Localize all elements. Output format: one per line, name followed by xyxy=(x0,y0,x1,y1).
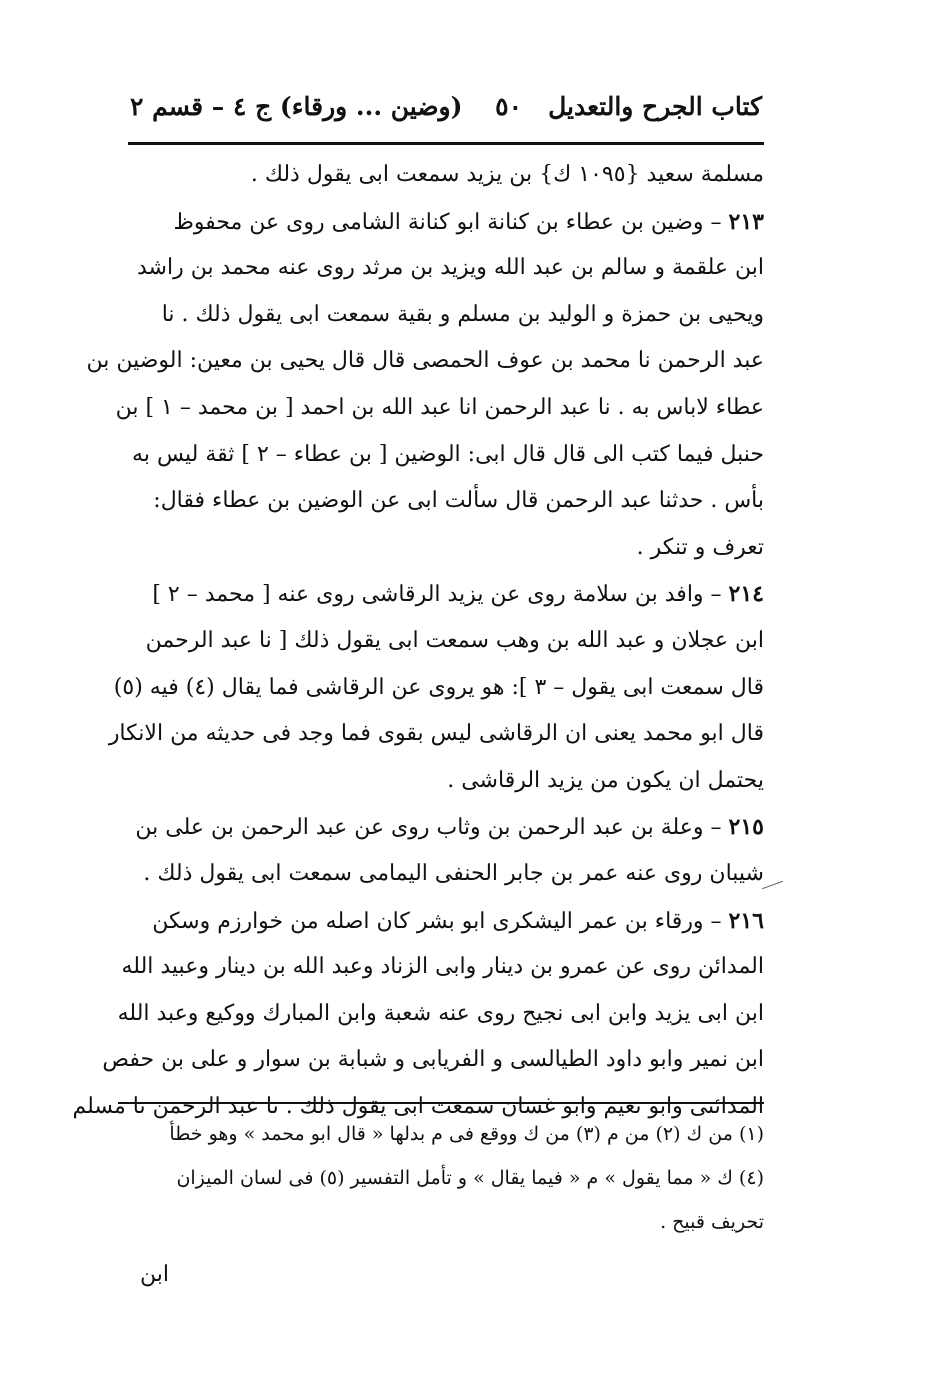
text-line xyxy=(128,245,764,292)
entry-line xyxy=(128,199,764,246)
text-line xyxy=(102,1037,764,1084)
entry-line xyxy=(128,804,764,851)
line-text: ابن عجلان و عبد الله بن وهب سمعت ابى يقول ذلك [ نا عبد الرحمن xyxy=(145,627,764,653)
text-line xyxy=(117,991,764,1038)
line-text: ابن علقمة و سالم بن عبد الله ويزيد بن مرثد روى عنه محمد بن راشد xyxy=(136,255,764,281)
entry-number: ٢١٦ xyxy=(728,907,764,934)
line-text: ابن ابى يزيد وابن ابى نجيح روى عنه شعبة وابن المبارك ووكيع وعبد الله xyxy=(117,1000,764,1026)
text-line xyxy=(128,618,764,665)
header-rule xyxy=(128,142,764,145)
entry-line xyxy=(128,571,764,618)
entry-number: ٢١٤ xyxy=(728,581,764,608)
footnote-rule xyxy=(118,1102,764,1104)
line-text: تعرف و تنكر . xyxy=(636,534,764,560)
text-line xyxy=(115,385,764,432)
line-text: قال سمعت ابى يقول – ٣ ]: هو يروى عن الرقاشى فما يقال (٤) فيه (٥) xyxy=(113,674,764,700)
line-text: يحتمل ان يكون من يزيد الرقاشى . xyxy=(447,767,764,793)
section-range: (وضين ... ورقاء) ج ٤ – قسم ٢ xyxy=(130,92,463,121)
line-text: بأس . حدثنا عبد الرحمن قال سألت ابى عن الوضين بن عطاء فقال: xyxy=(153,488,764,514)
text-line xyxy=(128,758,764,805)
line-text: ابن نمير وابو داود الطيالسى و الفريابى و شبابة بن سوار و على بن حفص xyxy=(102,1047,764,1073)
catchword: ابن xyxy=(140,1262,169,1287)
margin-mark xyxy=(762,881,788,903)
line-text: ويحيى بن حمزة و الوليد بن مسلم و بقية سمعت ابى يقول ذلك . نا xyxy=(161,301,764,327)
page-number: ٥٠ xyxy=(495,92,522,121)
line-text: عطاء لاباس به . نا عبد الرحمن انا عبد الله بن احمد [ بن محمد – ١ ] بن xyxy=(115,394,764,420)
line-text: شيبان روى عنه عمر بن جابر الحنفى اليمامى سمعت ابى يقول ذلك . xyxy=(143,860,764,886)
running-header xyxy=(130,88,762,132)
footnote-line: تحريف قبيح . xyxy=(660,1211,764,1233)
text-line xyxy=(128,292,764,339)
entry-line xyxy=(128,898,764,945)
line-text: حنبل فيما كتب الى قال قال ابى: الوضين [ بن عطاء – ٢ ] ثقة ليس به xyxy=(132,441,764,467)
text-line xyxy=(113,665,764,712)
text-line xyxy=(128,152,764,199)
line-text: مسلمة سعيد {١٠٩٥ ك} بن يزيد سمعت ابى يقول ذلك . xyxy=(250,162,764,187)
line-text: – وضين بن عطاء بن كنانة ابو كنانة الشامى روى عن محفوظ xyxy=(173,209,729,235)
footnote-line: (٤) ك « مما يقول » م « فيما يقال » و تأمل التفسير (٥) فى لسان الميزان xyxy=(176,1167,764,1189)
line-text: المدائن روى عن عمرو بن دينار وابى الزناد وعبد الله بن دينار وعبيد الله xyxy=(121,954,764,980)
text-line xyxy=(128,478,764,525)
text-line xyxy=(121,944,764,991)
book-title: كتاب الجرح والتعديل xyxy=(548,92,762,121)
text-line xyxy=(128,432,764,479)
line-text: – وعلة بن عبد الرحمن بن وثاب روى عن عبد الرحمن بن على بن xyxy=(135,815,729,841)
entry-number: ٢١٥ xyxy=(728,814,764,841)
entry-number: ٢١٣ xyxy=(728,208,764,235)
text-line xyxy=(108,711,764,758)
line-text: قال ابو محمد يعنى ان الرقاشى ليس بقوى فما وجد فى حديثه من الانكار xyxy=(108,721,764,747)
line-text: – ورقاء بن عمر اليشكرى ابو بشر كان اصله من خوارزم وسكن xyxy=(152,908,729,934)
footnote-line: (١) من ك (٢) من م (٣) من ك ووقع فى م بدلها « قال ابو محمد » وهو خطأ xyxy=(169,1123,764,1145)
text-line xyxy=(86,338,764,385)
text-line xyxy=(128,525,764,572)
line-text: عبد الرحمن نا محمد بن عوف الحمصى قال قال يحيى بن معين: الوضين بن xyxy=(86,348,764,374)
line-text: – وافد بن سلامة روى عن يزيد الرقاشى روى عنه [ محمد – ٢ ] xyxy=(152,582,729,608)
text-line xyxy=(128,851,764,898)
footnotes xyxy=(128,1112,764,1244)
main-text xyxy=(72,152,764,1130)
line-text: المدائنى وابو نعيم وابو غسان سمعت ابى يقول ذلك . نا عبد الرحمن نا مسلم xyxy=(72,1093,764,1119)
